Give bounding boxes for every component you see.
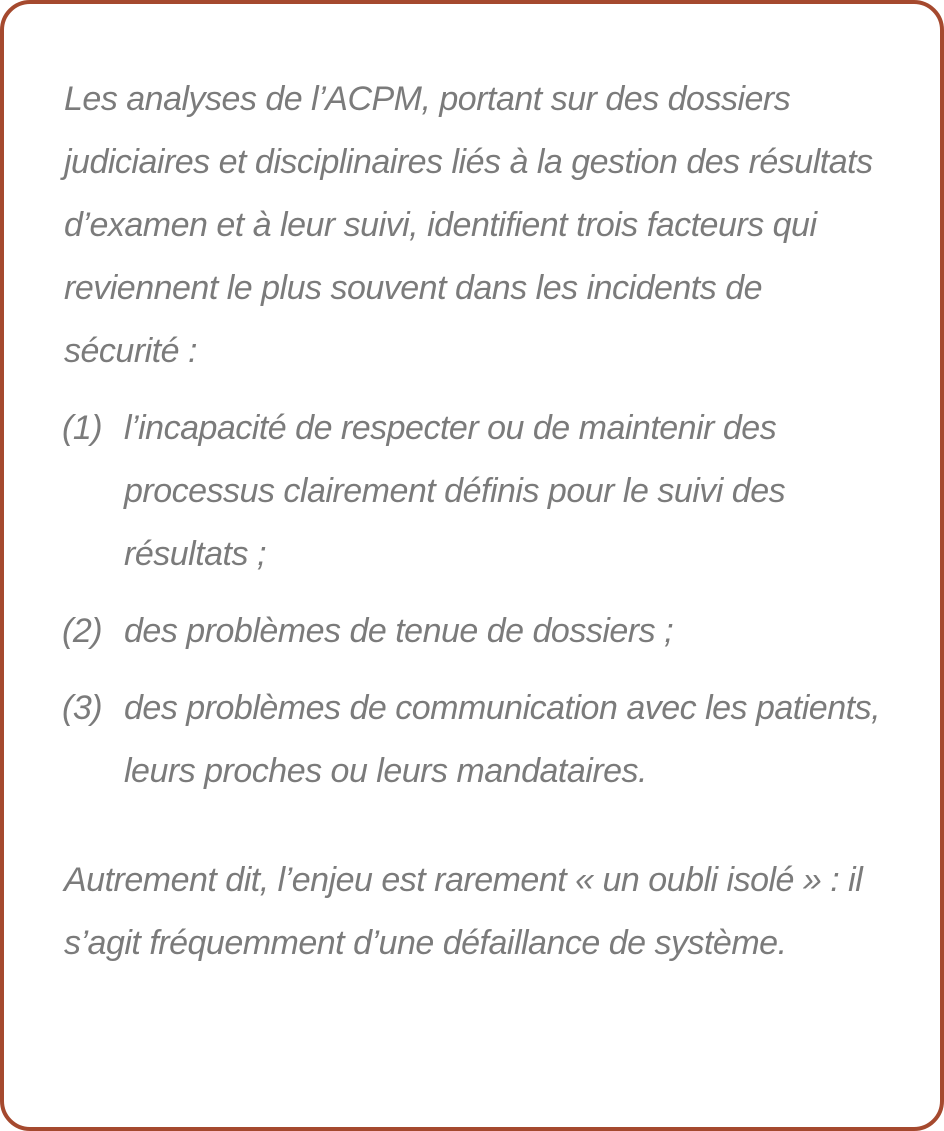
list-item [62, 600, 882, 663]
list-item-marker: (1) [62, 409, 103, 447]
list-item [62, 677, 882, 803]
list-item-text: des problèmes de communication avec les patients, leurs proches ou leurs mandataires. [124, 689, 881, 790]
list-item [62, 397, 882, 586]
numbered-list [62, 397, 882, 803]
intro-paragraph: Les analyses de l’ACPM, portant sur des dossiers judiciaires et disciplinaires liés à la gestion des résultats d’examen et à leur suivi, identifient trois facteurs qui reviennent le plus souvent dans les incidents de sécurité : [64, 80, 873, 370]
list-item-marker: (3) [62, 689, 103, 727]
conclusion-paragraph: Autrement dit, l’enjeu est rarement « un oubli isolé » : il s’agit fréquemment d’une défaillance de système. [64, 861, 863, 962]
list-item-text: des problèmes de tenue de dossiers ; [124, 612, 674, 650]
list-item-text: l’incapacité de respecter ou de maintenir des processus clairement définis pour le suivi des résultats ; [124, 409, 786, 573]
list-item-marker: (2) [62, 612, 103, 650]
